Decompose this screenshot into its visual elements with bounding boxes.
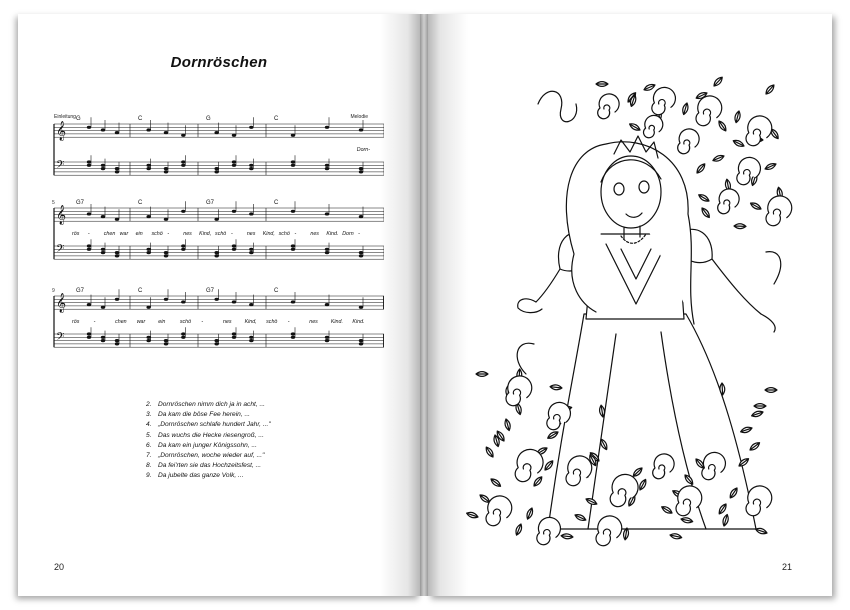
note-head bbox=[214, 254, 218, 257]
note-head bbox=[325, 164, 329, 167]
note-head bbox=[115, 339, 119, 342]
rose bbox=[678, 129, 699, 154]
note-head bbox=[181, 134, 185, 137]
note-head bbox=[146, 164, 150, 167]
note-head bbox=[232, 248, 236, 251]
rose bbox=[598, 94, 619, 119]
note-head bbox=[101, 306, 105, 309]
leaf bbox=[697, 164, 705, 173]
vine bbox=[538, 91, 577, 121]
lyric-syllable: Dorn bbox=[342, 231, 354, 238]
score-system bbox=[54, 114, 384, 175]
lyric-syllable: nes bbox=[309, 319, 318, 326]
leaf bbox=[754, 404, 766, 409]
lyric-syllable: Kind, bbox=[262, 231, 275, 238]
lyric-syllable: Kind, bbox=[199, 231, 212, 238]
lyric-syllable: - bbox=[167, 231, 170, 238]
note-head bbox=[291, 300, 295, 303]
note-head bbox=[249, 336, 253, 339]
treble-clef: 𝄞 bbox=[56, 205, 67, 225]
note-head bbox=[232, 244, 236, 247]
note-head bbox=[115, 342, 119, 345]
princess-coloring-illustration bbox=[456, 74, 806, 554]
note-head bbox=[232, 134, 236, 137]
note-head bbox=[232, 160, 236, 163]
rose bbox=[506, 376, 532, 406]
lyric-syllable: war bbox=[119, 231, 129, 238]
rose bbox=[766, 196, 792, 226]
leaf bbox=[476, 372, 488, 377]
leaf bbox=[534, 477, 542, 486]
rose bbox=[537, 517, 561, 544]
note-head bbox=[291, 244, 295, 247]
note-head bbox=[115, 218, 119, 221]
chord-symbol: G bbox=[206, 116, 211, 122]
vine bbox=[766, 252, 781, 284]
lyric-syllable: Kind, bbox=[244, 319, 257, 326]
note-head bbox=[325, 251, 329, 254]
note-head bbox=[232, 164, 236, 167]
leaf bbox=[561, 534, 573, 539]
rose bbox=[746, 116, 772, 146]
note-head bbox=[181, 210, 185, 213]
note-head bbox=[146, 336, 150, 339]
note-head bbox=[359, 306, 363, 309]
note-head bbox=[115, 254, 119, 257]
leaf bbox=[516, 524, 522, 535]
note-head bbox=[359, 251, 363, 254]
note-head bbox=[214, 298, 218, 301]
rose bbox=[746, 486, 772, 516]
leaf bbox=[750, 443, 760, 450]
lyric-syllable: ein bbox=[135, 231, 143, 238]
note-head bbox=[146, 215, 150, 218]
note-head bbox=[181, 248, 185, 251]
chord-symbol: G7 bbox=[206, 200, 215, 206]
bass-clef: 𝄢 bbox=[56, 159, 65, 174]
rose bbox=[596, 516, 622, 546]
note-head bbox=[87, 164, 91, 167]
leaf bbox=[714, 77, 722, 86]
lyric-syllable: nes bbox=[223, 319, 232, 326]
lyric-syllable: Kind. bbox=[330, 319, 343, 326]
note-head bbox=[146, 339, 150, 342]
note-head bbox=[325, 126, 329, 129]
leaf bbox=[630, 124, 640, 130]
note-head bbox=[164, 167, 168, 170]
note-head bbox=[325, 339, 329, 342]
leaf bbox=[734, 224, 746, 229]
rose bbox=[652, 87, 676, 114]
leaf bbox=[765, 164, 776, 170]
chord-symbol: G7 bbox=[76, 200, 85, 206]
rose-petals bbox=[678, 129, 699, 154]
rose-petals bbox=[696, 96, 722, 126]
sheet-music bbox=[48, 94, 384, 364]
leaf bbox=[486, 447, 493, 457]
lyric-syllable: chen bbox=[115, 319, 127, 326]
leaf bbox=[756, 528, 767, 533]
note-head bbox=[87, 244, 91, 247]
note-head bbox=[232, 300, 236, 303]
note-head bbox=[359, 339, 363, 342]
note-head bbox=[115, 298, 119, 301]
note-head bbox=[181, 160, 185, 163]
lyric-syllable: schö bbox=[266, 319, 278, 326]
hand-right bbox=[761, 314, 775, 332]
arm-left bbox=[536, 269, 560, 302]
verse-item: 9. Da jubelte das ganze Volk, ... bbox=[146, 472, 244, 480]
note-head bbox=[164, 131, 168, 134]
note-head bbox=[325, 167, 329, 170]
left-gutter-shadow bbox=[380, 14, 420, 596]
rose-petals bbox=[652, 87, 676, 114]
note-head bbox=[249, 167, 253, 170]
lyric-syllable: - bbox=[358, 231, 360, 238]
note-head bbox=[146, 306, 150, 309]
leaf bbox=[699, 195, 709, 201]
leaf bbox=[548, 432, 558, 438]
leaf bbox=[720, 383, 725, 395]
hand-left bbox=[518, 299, 542, 313]
rose-petals bbox=[506, 376, 532, 406]
lyric-syllable: nes bbox=[310, 231, 319, 238]
leaf bbox=[480, 495, 490, 502]
lyric-syllable: ein bbox=[158, 319, 166, 326]
note-head bbox=[146, 248, 150, 251]
note-head bbox=[291, 248, 295, 251]
rose-petals bbox=[766, 196, 792, 226]
leaf bbox=[596, 82, 608, 87]
lyric-syllable: war bbox=[136, 319, 146, 326]
note-head bbox=[115, 251, 119, 254]
note-head bbox=[101, 339, 105, 342]
note-head bbox=[291, 164, 295, 167]
leaf bbox=[713, 155, 724, 161]
chord-symbol: G bbox=[76, 116, 81, 122]
note-head bbox=[291, 160, 295, 163]
note-head bbox=[146, 167, 150, 170]
verse-item: 8. Da fei'rten sie das Hochzeitsfest, ... bbox=[146, 462, 262, 470]
leaf bbox=[751, 203, 761, 209]
note-head bbox=[214, 167, 218, 170]
note-head bbox=[101, 215, 105, 218]
rose-petals bbox=[486, 496, 512, 526]
note-head bbox=[249, 212, 253, 215]
note-head bbox=[359, 342, 363, 345]
note-head bbox=[214, 339, 218, 342]
note-head bbox=[232, 336, 236, 339]
chord-symbol: C bbox=[274, 116, 279, 122]
dress-outline bbox=[548, 314, 756, 529]
chord-symbol: C bbox=[138, 116, 143, 122]
note-head bbox=[164, 218, 168, 221]
chord-symbol: C bbox=[138, 288, 143, 294]
note-head bbox=[249, 339, 253, 342]
leaf bbox=[527, 508, 533, 519]
rose-petals bbox=[596, 516, 622, 546]
note-head bbox=[146, 251, 150, 254]
note-head bbox=[359, 167, 363, 170]
score-systems bbox=[52, 114, 384, 347]
note-head bbox=[164, 254, 168, 257]
rose-petals bbox=[718, 189, 739, 214]
note-head bbox=[181, 332, 185, 335]
treble-clef: 𝄞 bbox=[56, 121, 67, 141]
note-head bbox=[214, 251, 218, 254]
note-head bbox=[87, 212, 91, 215]
leaf bbox=[505, 419, 510, 431]
leaf bbox=[491, 479, 501, 486]
score-system bbox=[52, 200, 384, 259]
note-head bbox=[325, 336, 329, 339]
leaf bbox=[644, 85, 655, 91]
note-head bbox=[181, 336, 185, 339]
rose bbox=[515, 449, 543, 481]
note-head bbox=[214, 218, 218, 221]
note-head bbox=[87, 126, 91, 129]
intro-label: Einleitung bbox=[54, 114, 76, 120]
leaf bbox=[752, 411, 763, 416]
leaf bbox=[735, 111, 740, 123]
measure-number: 5 bbox=[52, 200, 55, 206]
lyric-syllable: nes bbox=[183, 231, 192, 238]
note-head bbox=[249, 303, 253, 306]
note-head bbox=[101, 248, 105, 251]
note-head bbox=[164, 342, 168, 345]
note-head bbox=[291, 332, 295, 335]
note-head bbox=[87, 336, 91, 339]
lyric-syllable: Kind. bbox=[326, 231, 339, 238]
leaf bbox=[765, 388, 777, 393]
leaf bbox=[683, 103, 688, 115]
leaf bbox=[733, 140, 744, 146]
leaf bbox=[624, 528, 629, 540]
arm-right bbox=[712, 259, 761, 314]
verse-item: 6. Da kam ein junger Königssohn, ... bbox=[146, 441, 257, 449]
note-head bbox=[249, 164, 253, 167]
note-head bbox=[164, 251, 168, 254]
note-head bbox=[359, 128, 363, 131]
note-head bbox=[146, 128, 150, 131]
lyric-syllable: schö bbox=[179, 319, 192, 326]
lyric-syllable: - bbox=[87, 231, 90, 238]
verse-item: 3. Da kam die böse Fee herein, ... bbox=[146, 411, 250, 419]
verse-item: 5. Das wuchs die Hecke riesengroß, ... bbox=[146, 431, 264, 439]
note-head bbox=[359, 170, 363, 173]
rose-petals bbox=[746, 486, 772, 516]
note-head bbox=[101, 251, 105, 254]
note-head bbox=[359, 254, 363, 257]
note-head bbox=[101, 336, 105, 339]
verse-item: 4. „Dornröschen schlafe hundert Jahr, ..." bbox=[146, 421, 271, 429]
leaf bbox=[670, 534, 682, 539]
leaf bbox=[719, 121, 726, 131]
rose bbox=[644, 115, 663, 137]
rose-petals bbox=[537, 517, 561, 544]
note-head bbox=[115, 170, 119, 173]
note-head bbox=[232, 332, 236, 335]
lyric-syllable: rös bbox=[72, 231, 80, 238]
note-head bbox=[87, 303, 91, 306]
note-head bbox=[181, 164, 185, 167]
note-head bbox=[249, 251, 253, 254]
note-head bbox=[214, 342, 218, 345]
lyric-syllable: nes bbox=[246, 231, 256, 238]
lyric-syllable: - bbox=[287, 319, 290, 326]
score-system bbox=[52, 288, 384, 347]
rose-petals bbox=[598, 94, 619, 119]
page-number-right: 21 bbox=[781, 562, 792, 572]
lyric-syllable: - bbox=[201, 319, 204, 326]
rose bbox=[696, 96, 722, 126]
note-head bbox=[87, 160, 91, 163]
left-page bbox=[18, 14, 420, 596]
note-head bbox=[87, 332, 91, 335]
bass-clef: 𝄢 bbox=[56, 331, 65, 346]
chord-symbol: C bbox=[138, 200, 143, 206]
note-head bbox=[101, 128, 105, 131]
note-head bbox=[291, 336, 295, 339]
lyric-syllable: - bbox=[230, 231, 233, 238]
note-head bbox=[325, 248, 329, 251]
verse-item: 2. Dornröschen nimm dich ja in acht, ... bbox=[146, 401, 266, 408]
note-head bbox=[181, 300, 185, 303]
note-head bbox=[232, 210, 236, 213]
chord-symbol: G7 bbox=[206, 288, 215, 294]
lyric-syllable: - bbox=[93, 319, 96, 326]
note-head bbox=[249, 126, 253, 129]
lyric-syllable: - bbox=[294, 231, 297, 238]
leaf bbox=[766, 85, 774, 94]
right-page bbox=[428, 14, 832, 596]
verse-list bbox=[146, 400, 271, 482]
rose bbox=[486, 496, 512, 526]
lyric-syllable: schö bbox=[151, 231, 163, 238]
chord-symbol: C bbox=[274, 288, 279, 294]
rose-petals bbox=[515, 449, 543, 481]
page-number-left: 20 bbox=[54, 562, 65, 572]
note-head bbox=[164, 339, 168, 342]
lyric-syllable: schö bbox=[278, 231, 290, 238]
leaf bbox=[741, 427, 752, 432]
note-head bbox=[214, 170, 218, 173]
note-head bbox=[164, 298, 168, 301]
rose-petals bbox=[746, 116, 772, 146]
chord-symbol: G7 bbox=[76, 288, 85, 294]
note-head bbox=[291, 134, 295, 137]
chord-symbol: C bbox=[274, 200, 279, 206]
leaf bbox=[545, 461, 553, 470]
bass-clef: 𝄢 bbox=[56, 243, 65, 258]
rose bbox=[718, 189, 739, 214]
melody-label: Melodie bbox=[350, 114, 368, 120]
note-head bbox=[291, 210, 295, 213]
note-head bbox=[249, 248, 253, 251]
note-head bbox=[101, 164, 105, 167]
lyric-syllable: Dorn- bbox=[356, 147, 370, 154]
note-head bbox=[214, 131, 218, 134]
note-head bbox=[87, 248, 91, 251]
leaf bbox=[702, 208, 709, 218]
song-title: Dornröschen bbox=[170, 54, 268, 71]
note-head bbox=[181, 244, 185, 247]
note-head bbox=[115, 131, 119, 134]
lyric-syllable: Kind. bbox=[352, 319, 365, 326]
note-head bbox=[325, 303, 329, 306]
treble-clef: 𝄞 bbox=[56, 293, 67, 313]
note-head bbox=[164, 170, 168, 173]
lyric-syllable: schö bbox=[215, 231, 227, 238]
note-head bbox=[359, 215, 363, 218]
measure-number: 9 bbox=[52, 288, 55, 294]
lyric-syllable: chen bbox=[103, 231, 116, 238]
leaf bbox=[467, 512, 478, 517]
note-head bbox=[115, 167, 119, 170]
lyric-syllable: rös bbox=[72, 319, 80, 326]
verse-item: 7. „Dornröschen, woche wieder auf, ..." bbox=[146, 452, 265, 460]
note-head bbox=[101, 167, 105, 170]
note-head bbox=[325, 212, 329, 215]
leaf bbox=[550, 385, 562, 390]
rose-petals bbox=[644, 115, 663, 137]
